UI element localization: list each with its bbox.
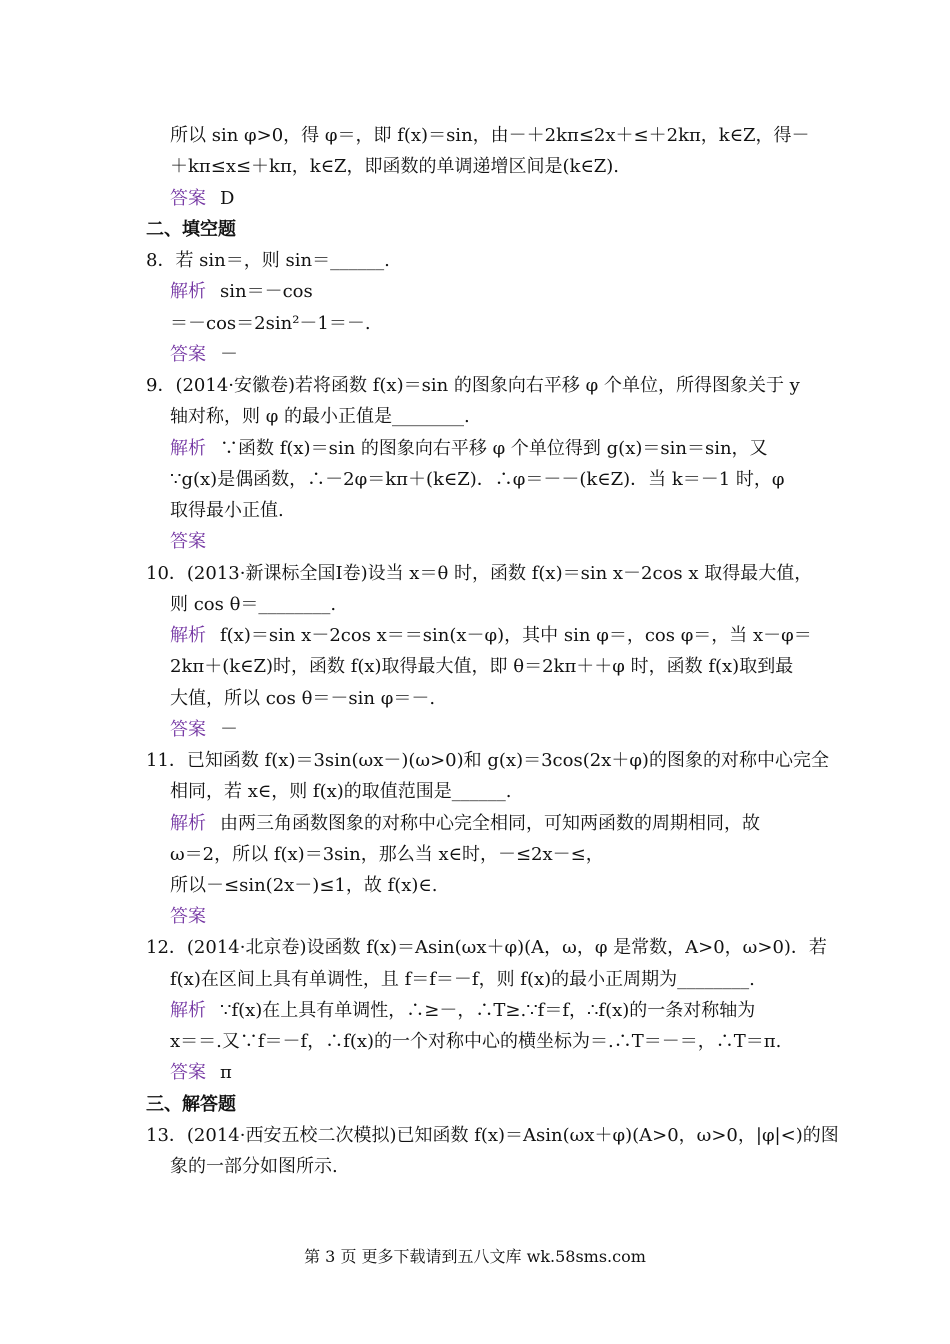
question-line: 8．若 sin＝，则 sin＝______. — [146, 250, 390, 271]
text-line: 所以 sin φ>0，得 φ＝，即 f(x)＝sin，由－＋2kπ≤2x＋≤＋2kπ，k∈Z，得－ — [170, 125, 810, 146]
section-heading: 三、解答题 — [146, 1094, 236, 1115]
answer-label: 答案 — [170, 1062, 206, 1083]
answer-line — [170, 1061, 232, 1085]
analysis-line: 解析 sin＝－cos — [170, 281, 313, 302]
page-footer: 第 3 页 更多下载请到五八文库 wk.58sms.com — [304, 1247, 646, 1266]
text-line: 则 cos θ＝________. — [170, 594, 337, 615]
analysis-label: 解析 — [170, 438, 206, 459]
question-line: 11．已知函数 f(x)＝3sin(ωx－)(ω>0)和 g(x)＝3cos(2x＋φ)的图象的对称中心完全 — [146, 750, 829, 771]
question-line: 12．(2014·北京卷)设函数 f(x)＝Asin(ωx＋φ)(A，ω，φ 是常数，A>0，ω>0)．若 — [146, 937, 827, 958]
analysis-line: 解析 ∵f(x)在上具有单调性，∴≥－，∴T≥.∵f＝f，∴f(x)的一条对称轴为 — [170, 1000, 756, 1021]
answer-label: 答案 — [170, 344, 206, 365]
answer-line — [170, 718, 238, 742]
analysis-line: 解析 由两三角函数图象的对称中心完全相同，可知两函数的周期相同，故 — [170, 813, 760, 834]
text-line: ＝－cos＝2sin²－1＝－. — [170, 313, 371, 334]
answer-label: 答案 — [170, 531, 206, 552]
text-line: 2kπ＋(k∈Z)时，函数 f(x)取得最大值，即 θ＝2kπ＋＋φ 时，函数 f(x)取到最 — [170, 656, 794, 677]
question-line: 10．(2013·新课标全国Ⅰ卷)设当 x＝θ 时，函数 f(x)＝sin x－2cos x 取得最大值， — [146, 563, 813, 584]
text-line: x＝＝.又∵f＝－f，∴f(x)的一个对称中心的横坐标为＝.∴T＝－＝，∴T＝π. — [170, 1031, 782, 1052]
answer-value: － — [220, 344, 238, 365]
text-line: ω＝2，所以 f(x)＝3sin，那么当 x∈时，－≤2x－≤， — [170, 844, 604, 865]
answer-label: 答案 — [170, 719, 206, 740]
analysis-label: 解析 — [170, 625, 206, 646]
answer-line — [170, 187, 234, 211]
answer-value: D — [220, 188, 235, 209]
analysis-line: 解析 ∵函数 f(x)＝sin 的图象向右平移 φ 个单位得到 g(x)＝sin＝sin，又 — [170, 438, 768, 459]
answer-line — [170, 530, 220, 554]
question-line: 9．(2014·安徽卷)若将函数 f(x)＝sin 的图象向右平移 φ 个单位，所得图象关于 y — [146, 375, 800, 396]
analysis-line: 解析 f(x)＝sin x－2cos x＝＝sin(x－φ)，其中 sin φ＝，cos φ＝，当 x－φ＝ — [170, 625, 812, 646]
text-line: 象的一部分如图所示. — [170, 1156, 338, 1177]
answer-label: 答案 — [170, 906, 206, 927]
answer-line — [170, 905, 220, 929]
text-line: ∵g(x)是偶函数，∴－2φ＝kπ＋(k∈Z)．∴φ＝－－(k∈Z)．当 k＝－1 时，φ — [170, 469, 785, 490]
analysis-label: 解析 — [170, 813, 206, 834]
text-line: 所以－≤sin(2x－)≤1，故 f(x)∈. — [170, 875, 438, 896]
text-line: ＋kπ≤x≤＋kπ，k∈Z，即函数的单调递增区间是(k∈Z). — [170, 156, 620, 177]
section-heading: 二、填空题 — [146, 219, 236, 240]
text-line: 轴对称，则 φ 的最小正值是________. — [170, 406, 470, 427]
text-line: 大值，所以 cos θ＝－sin φ＝－. — [170, 688, 436, 709]
text-line: f(x)在区间上具有单调性，且 f＝f＝－f，则 f(x)的最小正周期为________. — [170, 969, 755, 990]
text-line: 相同，若 x∈，则 f(x)的取值范围是______. — [170, 781, 512, 802]
text-line: 取得最小正值. — [170, 500, 284, 521]
answer-value: － — [220, 719, 238, 740]
answer-label: 答案 — [170, 188, 206, 209]
analysis-label: 解析 — [170, 1000, 206, 1021]
answer-value: π — [220, 1062, 232, 1083]
question-line: 13．(2014·西安五校二次模拟)已知函数 f(x)＝Asin(ωx＋φ)(A>0，ω>0，|φ|<)的图 — [146, 1125, 839, 1146]
answer-line — [170, 343, 238, 367]
analysis-label: 解析 — [170, 281, 206, 302]
